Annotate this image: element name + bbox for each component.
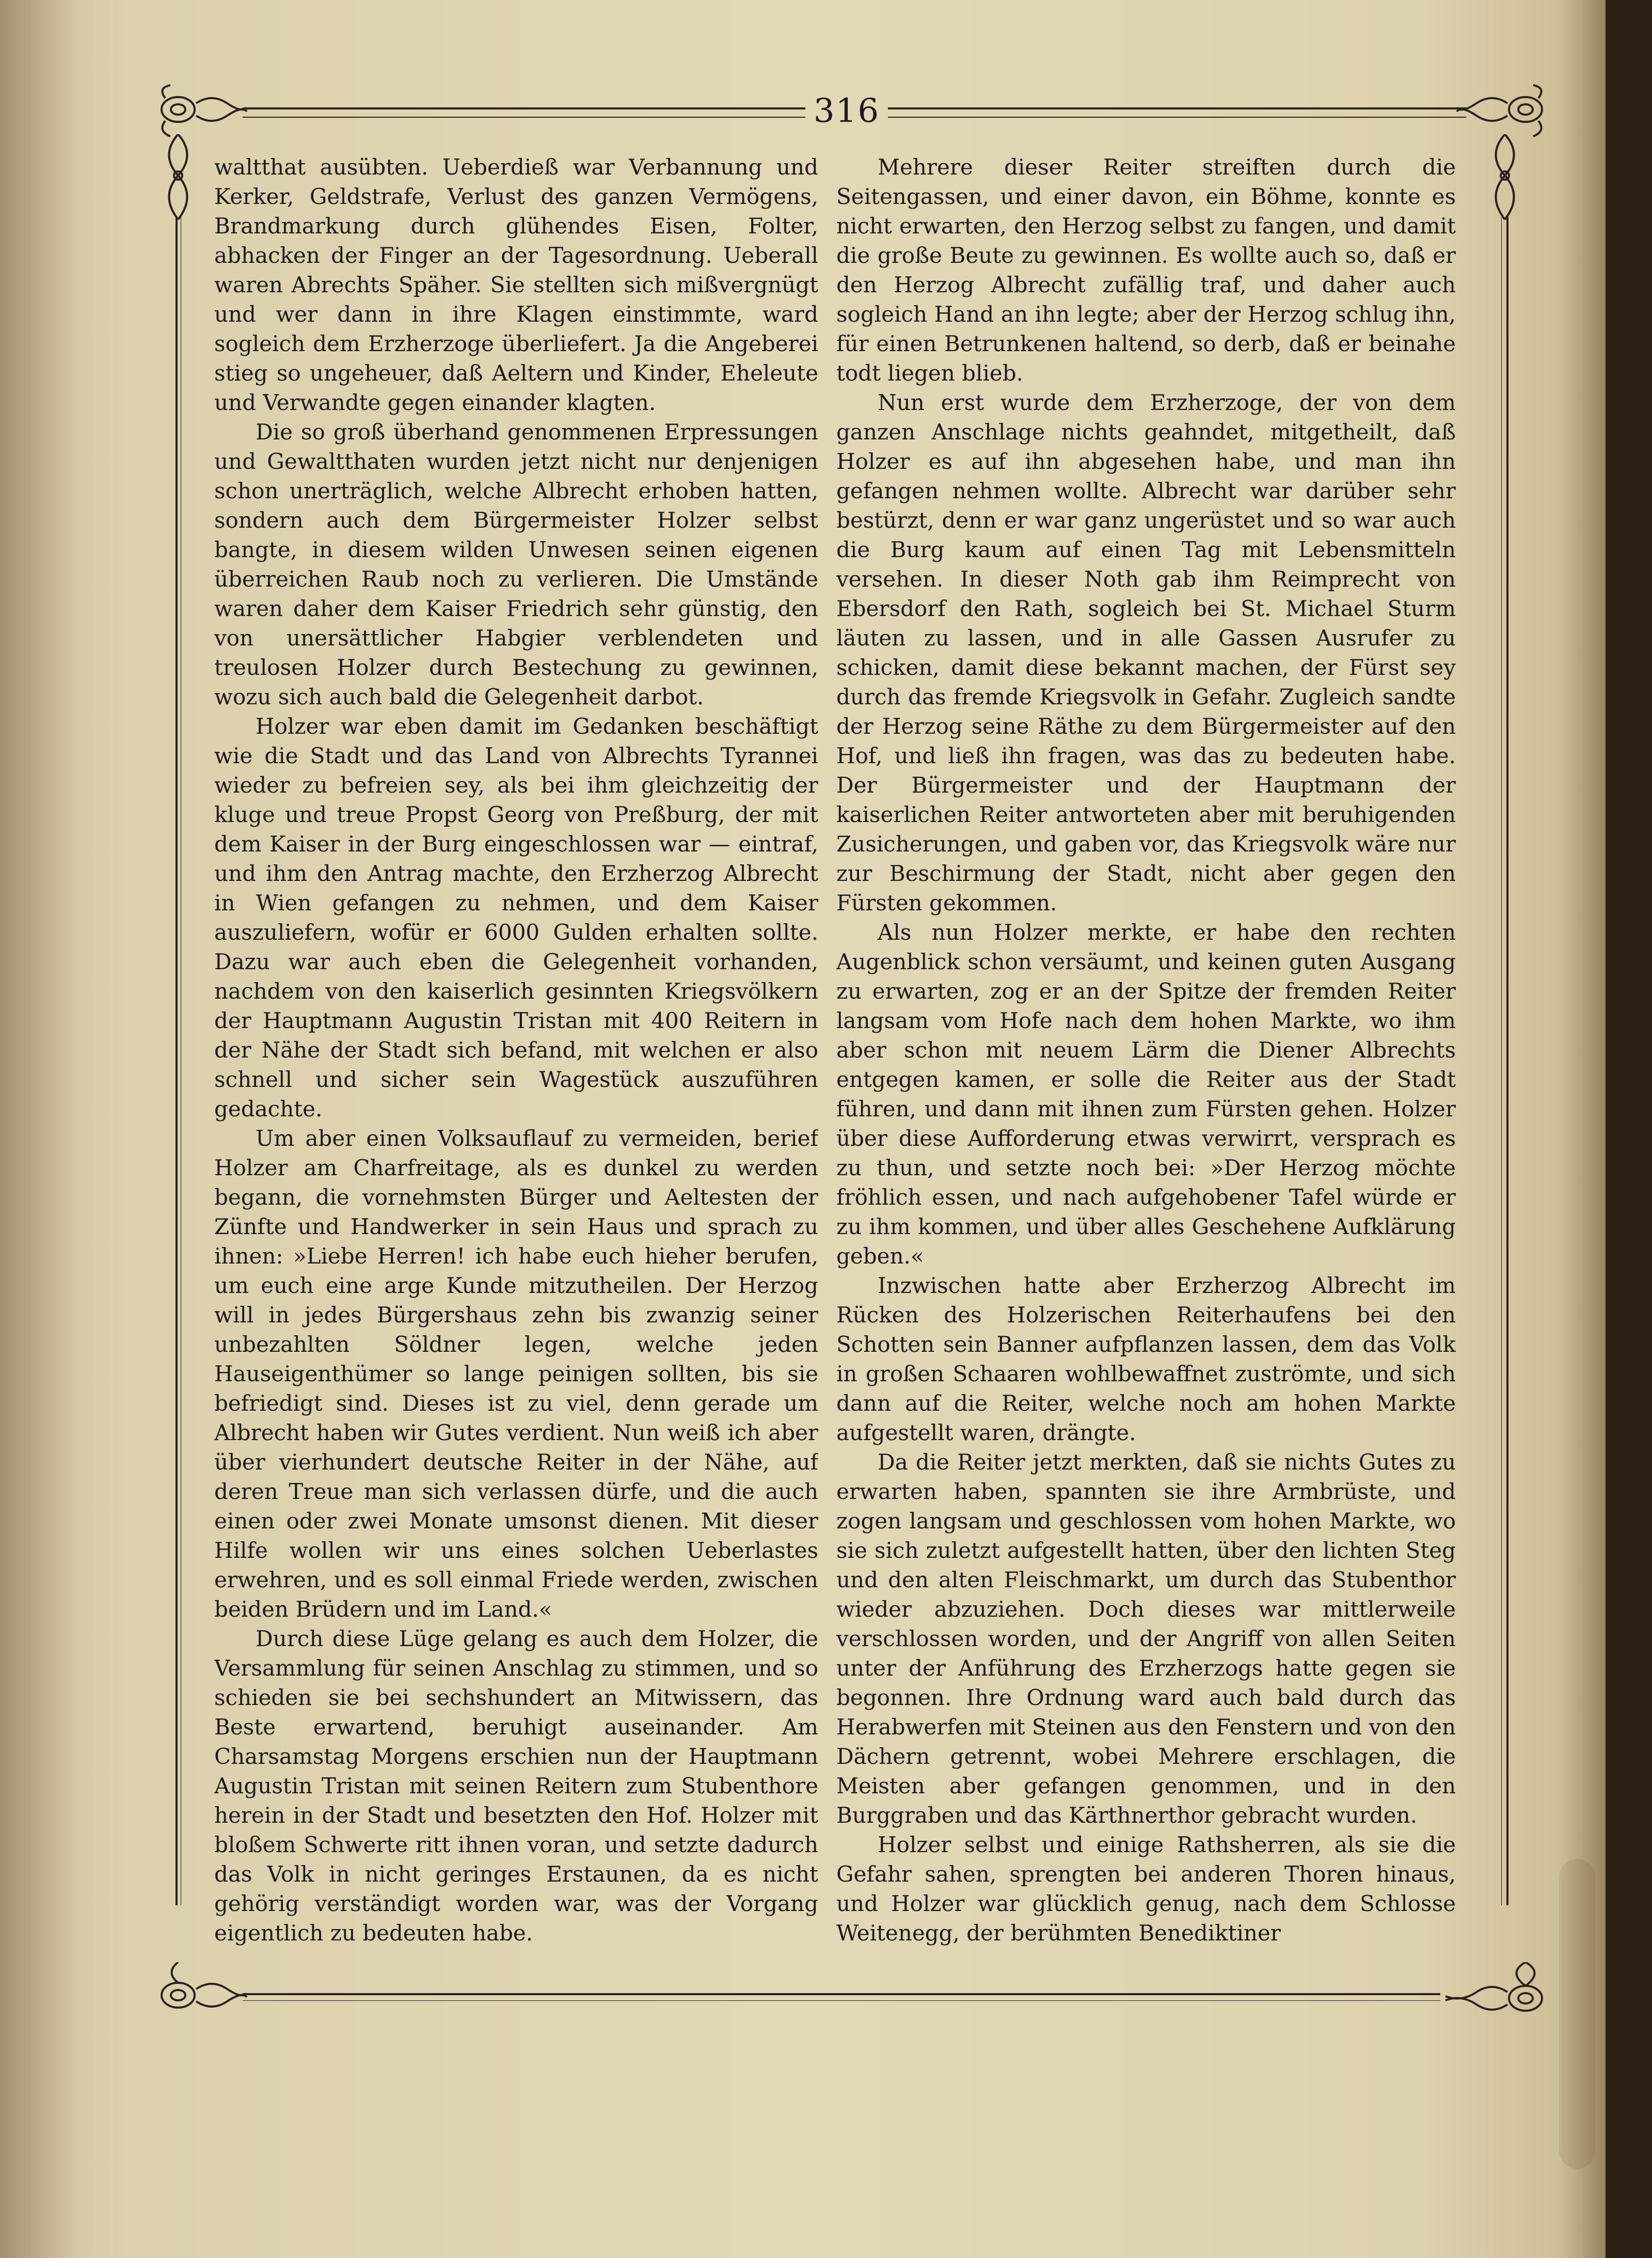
frame-left-rule <box>176 217 178 1905</box>
left-vine-ornament-icon <box>155 134 201 222</box>
left-paragraph-4: Um aber einen Volksauflauf zu vermeiden, berief Holzer am Charfreitage, als es dunkel zu werden begann, die vornehmsten Bürger und Aeltesten der Zünfte und Handwerker in sein Haus und sprach zu ihnen: »Liebe Herren! ich habe euch hieher berufen, um euch eine arge Kunde mitzutheilen. Der Herzog will in jedes Bürgershaus zehn bis zwanzig seiner unbezahlten Söldner legen, welche jeden Hauseigenthümer so lange peinigen sollten, bis sie befriedigt sind. Dieses ist zu viel, denn gerade um Albrecht haben wir Gutes verdient. Nun weiß ich aber über vierhundert deutsche Reiter in der Nähe, auf deren Treue man sich verlassen dürfe, und die auch einen oder zwei Monate umsonst dienen. Mit dieser Hilfe wollen wir uns eines solchen Ueberlastes erwehren, und es soll einmal Friede werden, zwischen beiden Brüdern und im Land.« <box>214 1126 818 1622</box>
header-rule-left-thin <box>243 117 805 118</box>
right-column <box>836 152 1456 1991</box>
header-rule-left <box>243 107 805 109</box>
top-right-corner-ornament-icon <box>1456 83 1549 139</box>
right-paragraph-5: Da die Reiter jetzt merkten, daß sie nichts Gutes zu erwarten haben, spannten sie ihre Armbrüste, und zogen langsam und geschlossen vom hohen Markte, wo sie sich zuletzt aufgestellt hatten, über den lichten Steg und den alten Fleischmarkt, um durch das Stubenthor wieder abzuziehen. Doch dieses war mittlerweile verschlossen worden, und der Angriff von allen Seiten unter der Anführung des Erzherzogs hatte gegen sie begonnen. Ihre Ordnung ward auch bald durch das Herabwerfen mit Steinen aus den Fenstern und von den Dächern getrennt, wobei Mehrere erschlagen, die Meisten aber gefangen genommen, und in den Burggraben und das Kärthnerthor gebracht wurden. <box>836 1449 1456 1828</box>
header-rule-right <box>888 107 1466 109</box>
left-paragraph-1: waltthat ausübten. Ueberdieß war Verbannung und Kerker, Geldstrafe, Verlust des ganzen Vermögens, Brandmarkung durch glühendes Eisen, Folter, abhacken der Finger an der Tagesordnung. Ueberall waren Abrechts Späher. Sie stellten sich mißvergnügt und wer dann in ihre Klagen einstimmte, ward sogleich dem Erzherzoge überliefert. Ja die Angeberei stieg so ungeheuer, daß Aeltern und Kinder, Eheleute und Verwandte gegen einander klagten. <box>214 154 818 415</box>
left-paragraph-2: Die so groß überhand genommenen Erpressungen und Gewaltthaten wurden jetzt nicht nur denjenigen schon unerträglich, welche Albrecht erhoben hatten, sondern auch dem Bürgermeister Holzer selbst bangte, in diesem wilden Unwesen seinen eigenen überreichen Raub noch zu verlieren. Die Umstände waren daher dem Kaiser Friedrich sehr günstig, den von unersättlicher Habgier verblendeten und treulosen Holzer durch Bestechung zu gewinnen, wozu sich auch bald die Gelegenheit darbot. <box>214 419 818 709</box>
left-paragraph-3: Holzer war eben damit im Gedanken beschäftigt wie die Stadt und das Land von Albrechts Tyrannei wieder zu befreien sey, als bei ihm gleichzeitig der kluge und treue Propst Georg von Preßburg, der mit dem Kaiser in der Burg eingeschlossen war — eintraf, und ihm den Antrag machte, den Erzherzog Albrecht in Wien gefangen zu nehmen, und dem Kaiser auszuliefern, wofür er 6000 Gulden erhalten sollte. Dazu war auch eben die Gelegenheit vorhanden, nachdem von den kaiserlich gesinnten Kriegsvölkern der Hauptmann Augustin Tristan mit 400 Reitern in der Nähe der Stadt sich befand, mit welchen er also schnell und sicher sein Wagestück auszuführen gedachte. <box>214 714 818 1122</box>
footer-rule-thin <box>243 2000 1440 2001</box>
right-paragraph-1: Mehrere dieser Reiter streiften durch die Seitengassen, und einer davon, ein Böhme, konnte es nicht erwarten, den Herzog selbst zu fangen, und damit die große Beute zu gewinnen. Es wollte auch so, daß er den Herzog Albrecht zufällig traf, und daher auch sogleich Hand an ihn legte; aber der Herzog schlug ihn, für einen Betrunkenen haltend, so derb, daß er beinahe todt liegen blieb. <box>836 154 1456 386</box>
right-paragraph-2: Nun erst wurde dem Erzherzoge, der von dem ganzen Anschlage nichts geahndet, mitgetheilt, daß Holzer es auf ihn abgesehen habe, und man ihn gefangen nehmen wollte. Albrecht war darüber sehr bestürzt, denn er war ganz ungerüstet und so war auch die Burg kaum auf einen Tag mit Lebensmitteln versehen. In dieser Noth gab ihm Reimprecht von Ebersdorf den Rath, sogleich bei St. Michael Sturm läuten zu lassen, und in alle Gassen Ausrufer zu schicken, damit diese bekannt machen, der Fürst sey durch das fremde Kriegsvolk in Gefahr. Zugleich sandte der Herzog seine Räthe zu dem Bürgermeister auf den Hof, und ließ ihn fragen, was das zu bedeuten habe. Der Bürgermeister und der Hauptmann der kaiserlichen Reiter antworteten aber mit beruhigenden Zusicherungen, und gaben vor, das Kriegsvolk wäre nur zur Beschirmung der Stadt, nicht aber gegen den Fürsten gekommen. <box>836 390 1456 915</box>
top-left-corner-ornament-icon <box>155 83 248 139</box>
binding-shadow <box>0 0 77 2258</box>
header-rule-right-thin <box>888 117 1466 118</box>
footer-rule <box>243 1993 1440 1995</box>
right-paragraph-3: Als nun Holzer merkte, er habe den rechten Augenblick schon versäumt, und keinen guten Ausgang zu erwarten, zog er an der Spitze der fremden Reiter langsam vom Hofe nach dem hohen Markte, wo ihm aber schon mit neuem Lärm die Diener Albrechts entgegen kamen, er solle die Reiter aus der Stadt führen, und dann mit ihnen zum Fürsten gehen. Holzer über diese Aufforderung etwas verwirrt, versprach es zu thun, und setzte noch bei: »Der Herzog möchte fröhlich essen, und nach aufgehobener Tafel würde er zu ihm kommen, und über alles Geschehene Aufklärung geben.« <box>836 920 1456 1269</box>
right-vine-ornament-icon <box>1482 134 1528 222</box>
left-column <box>214 152 818 1991</box>
frame-right-rule-thin <box>1501 217 1502 1905</box>
right-paragraph-6: Holzer selbst und einige Rathsherren, als sie die Gefahr sahen, sprengten bei anderen Thoren hinaus, und Holzer war glücklich genug, nach dem Schlosse Weitenegg, der berühmten Benediktiner <box>836 1832 1456 1946</box>
frame-right-rule <box>1506 217 1508 1905</box>
page-number: 316 <box>813 92 880 130</box>
right-paragraph-4: Inzwischen hatte aber Erzherzog Albrecht im Rücken des Holzerischen Reiterhaufens bei den Schotten sein Banner aufpflanzen lassen, dem das Volk in großen Schaaren wohlbewaffnet zuströmte, und sich dann auf die Reiter, welche noch am hohen Markte aufgestellt waren, drängte. <box>836 1273 1456 1445</box>
paper-stain <box>1559 1859 1595 2169</box>
left-paragraph-5: Durch diese Lüge gelang es auch dem Holzer, die Versammlung für seinen Anschlag zu stimmen, und so schieden sie bei sechshundert an Mitwissern, das Beste erwartend, beruhigt auseinander. Am Charsamstag Morgens erschien nun der Hauptmann Augustin Tristan mit seinen Reitern zum Stubenthore herein in der Stadt und besetzten den Hof. Holzer mit bloßem Schwerte ritt ihnen voran, und setzte dadurch das Volk in nicht geringes Erstaunen, da es nicht gehörig verständigt worden war, was der Vorgang eigentlich zu bedeuten habe. <box>214 1626 818 1946</box>
